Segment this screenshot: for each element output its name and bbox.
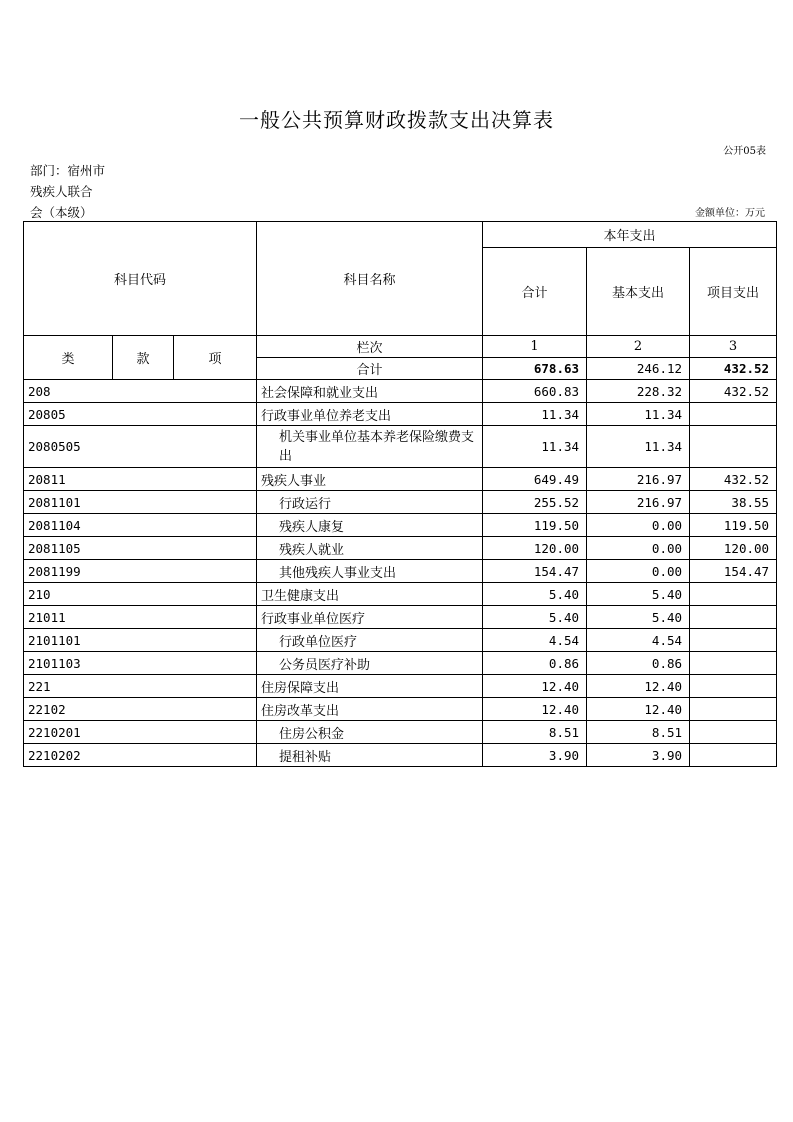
row-basic: 5.40: [587, 606, 690, 629]
row-code: 22102: [24, 698, 257, 721]
row-basic: 0.86: [587, 652, 690, 675]
row-project: 38.55: [690, 491, 777, 514]
row-name: 行政事业单位医疗: [257, 606, 483, 629]
row-name: 残疾人就业: [257, 537, 483, 560]
table-row: [24, 629, 777, 652]
row-project: [690, 721, 777, 744]
row-project: 119.50: [690, 514, 777, 537]
row-name: 社会保障和就业支出: [257, 380, 483, 403]
row-project: [690, 652, 777, 675]
row-project: 154.47: [690, 560, 777, 583]
row-basic: 216.97: [587, 491, 690, 514]
row-total: 0.86: [483, 652, 587, 675]
table-row: [24, 380, 777, 403]
header-col-3: 3: [690, 336, 777, 358]
row-total: 5.40: [483, 606, 587, 629]
expenditure-table: [23, 221, 777, 767]
row-project: 432.52: [690, 380, 777, 403]
table-row: [24, 652, 777, 675]
row-total: 11.34: [483, 403, 587, 426]
department-info: [30, 160, 105, 223]
total-label: 合计: [257, 358, 483, 380]
table-row: [24, 560, 777, 583]
row-name: 住房公积金: [257, 721, 483, 744]
row-name: 卫生健康支出: [257, 583, 483, 606]
header-lei: 类: [24, 336, 113, 380]
department-line: 会（本级）: [30, 205, 93, 220]
row-code: 221: [24, 675, 257, 698]
row-code: 21011: [24, 606, 257, 629]
header-kuan: 款: [113, 336, 174, 380]
row-basic: 228.32: [587, 380, 690, 403]
row-total: 4.54: [483, 629, 587, 652]
row-basic: 12.40: [587, 675, 690, 698]
total-project: 432.52: [690, 358, 777, 380]
row-total: 5.40: [483, 583, 587, 606]
row-code: 2081199: [24, 560, 257, 583]
table-row: [24, 675, 777, 698]
row-name: 其他残疾人事业支出: [257, 560, 483, 583]
header-col-2: 2: [587, 336, 690, 358]
page-title: 一般公共预算财政拨款支出决算表: [239, 108, 554, 132]
table-row: [24, 426, 777, 468]
table-row: [24, 583, 777, 606]
department-line: 部门：宿州市: [30, 163, 106, 178]
row-total: 119.50: [483, 514, 587, 537]
row-total: 12.40: [483, 698, 587, 721]
table-row: [24, 514, 777, 537]
row-project: [690, 698, 777, 721]
total-amount: 678.63: [483, 358, 587, 380]
header-code: 科目代码: [24, 222, 257, 336]
row-project: [690, 426, 777, 468]
row-total: 11.34: [483, 426, 587, 468]
row-name: 行政事业单位养老支出: [257, 403, 483, 426]
form-number: 公开05表: [723, 146, 766, 157]
row-total: 3.90: [483, 744, 587, 767]
row-code: 2210201: [24, 721, 257, 744]
row-code: 2081101: [24, 491, 257, 514]
row-project: [690, 629, 777, 652]
header-current-year: 本年支出: [483, 222, 777, 248]
row-basic: 8.51: [587, 721, 690, 744]
header-row: [24, 336, 777, 358]
table-row: [24, 403, 777, 426]
department-line: 残疾人联合: [30, 184, 93, 199]
row-total: 660.83: [483, 380, 587, 403]
row-code: 2080505: [24, 426, 257, 468]
row-total: 154.47: [483, 560, 587, 583]
row-name: 残疾人事业: [257, 468, 483, 491]
row-total: 120.00: [483, 537, 587, 560]
row-name: 残疾人康复: [257, 514, 483, 537]
table-row: [24, 468, 777, 491]
amount-unit: 金额单位：万元: [695, 208, 765, 219]
row-basic: 11.34: [587, 426, 690, 468]
row-basic: 4.54: [587, 629, 690, 652]
row-project: [690, 675, 777, 698]
row-code: 20805: [24, 403, 257, 426]
row-code: 2101103: [24, 652, 257, 675]
row-basic: 0.00: [587, 514, 690, 537]
row-code: 2081104: [24, 514, 257, 537]
row-code: 20811: [24, 468, 257, 491]
row-basic: 0.00: [587, 560, 690, 583]
table-row: [24, 606, 777, 629]
row-name: 行政单位医疗: [257, 629, 483, 652]
row-project: 432.52: [690, 468, 777, 491]
row-project: 120.00: [690, 537, 777, 560]
row-project: [690, 403, 777, 426]
table-row: [24, 744, 777, 767]
row-code: 208: [24, 380, 257, 403]
table-row: [24, 537, 777, 560]
row-name: 住房改革支出: [257, 698, 483, 721]
row-total: 8.51: [483, 721, 587, 744]
row-name: 提租补贴: [257, 744, 483, 767]
row-basic: 3.90: [587, 744, 690, 767]
header-xiang: 项: [174, 336, 257, 380]
row-project: [690, 606, 777, 629]
header-column-no: 栏次: [257, 336, 483, 358]
row-basic: 12.40: [587, 698, 690, 721]
table-row: [24, 698, 777, 721]
header-name: 科目名称: [257, 222, 483, 336]
row-name: 住房保障支出: [257, 675, 483, 698]
row-code: 2210202: [24, 744, 257, 767]
row-code: 2081105: [24, 537, 257, 560]
row-basic: 0.00: [587, 537, 690, 560]
header-row: [24, 222, 777, 248]
table-row: [24, 491, 777, 514]
row-total: 649.49: [483, 468, 587, 491]
row-name: 公务员医疗补助: [257, 652, 483, 675]
row-project: [690, 744, 777, 767]
row-basic: 5.40: [587, 583, 690, 606]
row-basic: 216.97: [587, 468, 690, 491]
row-total: 12.40: [483, 675, 587, 698]
row-basic: 11.34: [587, 403, 690, 426]
header-project: 项目支出: [690, 248, 777, 336]
total-basic: 246.12: [587, 358, 690, 380]
table-row: [24, 721, 777, 744]
row-code: 2101101: [24, 629, 257, 652]
header-basic: 基本支出: [587, 248, 690, 336]
row-code: 210: [24, 583, 257, 606]
row-total: 255.52: [483, 491, 587, 514]
row-name: 行政运行: [257, 491, 483, 514]
header-total: 合计: [483, 248, 587, 336]
header-col-1: 1: [483, 336, 587, 358]
row-name: 机关事业单位基本养老保险缴费支出: [257, 426, 483, 468]
row-project: [690, 583, 777, 606]
